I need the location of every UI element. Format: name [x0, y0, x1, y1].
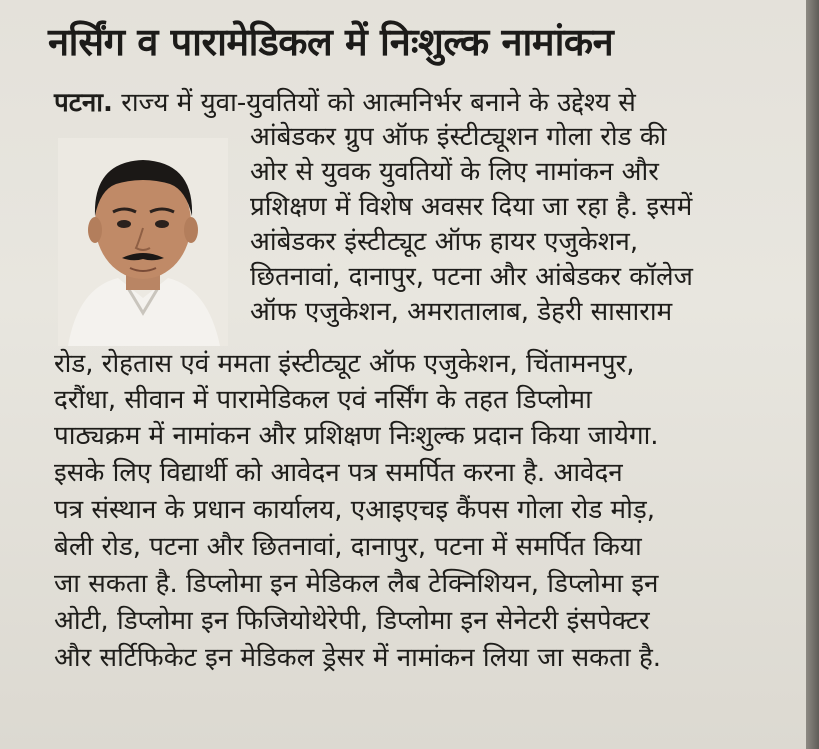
article-line-16: और सर्टिफिकेट इन मेडिकल ड्रेसर में नामांकन लिया जा सकता है. [54, 643, 662, 673]
article-line-3: ओर से युवक युवतियों के लिए नामांकन और [250, 157, 659, 187]
article-line-7: ऑफ एजुकेशन, अमरातालाब, डेहरी सासाराम [250, 297, 673, 327]
article-line-13: बेली रोड, पटना और छितनावां, दानापुर, पटना में समर्पित किया [54, 532, 642, 562]
article-line-6: छितनावां, दानापुर, पटना और आंबेडकर कॉलेज [250, 262, 693, 292]
article-line-11: इसके लिए विद्यार्थी को आवेदन पत्र समर्पित करना है. आवेदन [54, 458, 623, 488]
page-edge-shadow [806, 0, 819, 749]
article-line-15: ओटी, डिप्लोमा इन फिजियोथेरेपी, डिप्लोमा इन सेनेटरी इंसपेक्टर [54, 606, 650, 636]
article-line-2: आंबेडकर ग्रुप ऑफ इंस्टीट्यूशन गोला रोड की [250, 122, 667, 152]
article-line-12: पत्र संस्थान के प्रधान कार्यालय, एआइएचइ कैंपस गोला रोड मोड़, [54, 495, 656, 525]
article-line-10: पाठ्यक्रम में नामांकन और प्रशिक्षण निःशुल्क प्रदान किया जायेगा. [54, 421, 659, 451]
article-line-5: आंबेडकर इंस्टीट्यूट ऑफ हायर एजुकेशन, [250, 227, 639, 257]
article-dateline: पटना. [54, 88, 113, 118]
article-line-14: जा सकता है. डिप्लोमा इन मेडिकल लैब टेक्निशियन, डिप्लोमा इन [54, 569, 659, 599]
article-line-4: प्रशिक्षण में विशेष अवसर दिया जा रहा है. इसमें [250, 192, 693, 222]
article-line-text: राज्य में युवा-युवतियों को आत्मनिर्भर बनाने के उद्देश्य से [121, 88, 636, 118]
article-line-1 [54, 86, 636, 120]
author-photo [58, 138, 228, 346]
article-headline: नर्सिंग व पारामेडिकल में निःशुल्क नामांकन [48, 20, 614, 64]
article-line-9: दरौंधा, सीवान में पारामेडिकल एवं नर्सिंग के तहत डिप्लोमा [54, 385, 592, 415]
article-line-8: रोड, रोहतास एवं ममता इंस्टीट्यूट ऑफ एजुकेशन, चिंतामनपुर, [54, 349, 635, 379]
